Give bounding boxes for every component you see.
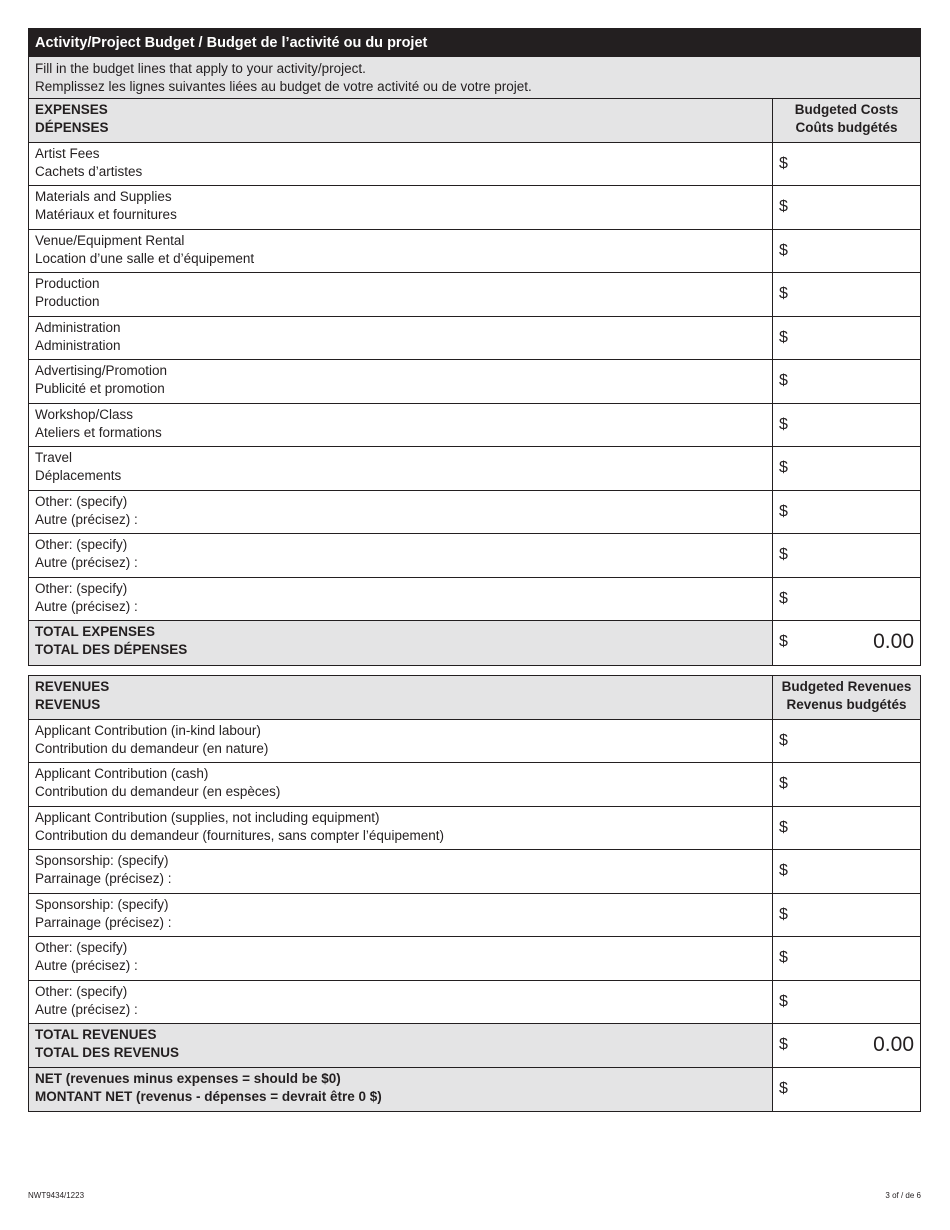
total-revenues-fr: TOTAL DES REVENUS: [35, 1045, 180, 1060]
form-number: NWT9434/1223: [28, 1191, 85, 1200]
revenue-label: [29, 807, 773, 850]
expenses-header-fr: DÉPENSES: [35, 120, 109, 135]
expense-label: [29, 578, 773, 621]
revenue-label-en: Applicant Contribution (in-kind labour): [35, 722, 261, 738]
revenue-label: [29, 720, 773, 763]
budgeted-costs-fr: Coûts budgétés: [795, 120, 898, 135]
expense-label-fr: Autre (précisez) :: [35, 598, 138, 614]
revenue-label-en: Applicant Contribution (cash): [35, 766, 209, 781]
revenue-label-fr: Autre (précisez) :: [35, 1001, 138, 1017]
currency-symbol: $: [779, 1079, 788, 1097]
revenues-header-label: [29, 676, 773, 719]
expense-label: [29, 186, 773, 229]
revenue-label-en: Other: (specify): [35, 940, 128, 955]
production-amount-field[interactable]: [773, 273, 920, 316]
net-en: NET (revenues minus expenses = should be $0): [35, 1070, 341, 1086]
total-revenues-row: [29, 1024, 920, 1068]
other-specify-line: [35, 598, 766, 616]
expense-row-advertising: [29, 360, 920, 404]
net-amount-field[interactable]: [773, 1068, 920, 1112]
revenue-label-en: Sponsorship: (specify): [35, 896, 169, 912]
expense-label: [29, 491, 773, 534]
other-1-amount-field[interactable]: [773, 491, 920, 534]
revenue-label-fr: Contribution du demandeur (en espèces): [35, 784, 281, 799]
revenue-row-sponsorship-1: [29, 850, 920, 894]
currency-symbol: $: [779, 862, 788, 879]
other-specify-line: [35, 511, 766, 529]
expenses-header-row: [29, 99, 920, 143]
total-expenses-en: TOTAL EXPENSES: [35, 624, 156, 639]
currency-symbol: $: [779, 949, 788, 966]
expense-label: [29, 360, 773, 403]
expense-row-other-1: [29, 491, 920, 535]
other-3-amount-field[interactable]: [773, 578, 920, 621]
currency-symbol: $: [779, 633, 788, 650]
revenue-label: [29, 763, 773, 806]
revenues-header-fr: REVENUS: [35, 697, 101, 712]
net-fr: MONTANT NET (revenus - dépenses = devrait être 0 $): [35, 1088, 382, 1104]
instructions-fr: Remplissez les lignes suivantes liées au budget de votre activité ou de votre projet.: [35, 79, 532, 94]
workshop-amount-field[interactable]: [773, 404, 920, 447]
budgeted-revenues-fr: Revenus budgétés: [786, 697, 907, 712]
revenue-label-fr: Parrainage (précisez) :: [35, 914, 172, 930]
expense-label-fr: Cachets d’artistes: [35, 163, 143, 179]
expenses-header-en: EXPENSES: [35, 102, 108, 117]
expense-label: [29, 230, 773, 273]
revenue-row-other-1: [29, 937, 920, 981]
other-specify-line: [35, 1001, 766, 1019]
expense-label-fr: Location d’une salle et d’équipement: [35, 250, 255, 266]
currency-symbol: $: [779, 1036, 788, 1053]
revenue-other-1-amount-field[interactable]: [773, 937, 920, 980]
expense-label-fr: Autre (précisez) :: [35, 511, 138, 527]
materials-amount-field[interactable]: [773, 186, 920, 229]
advertising-amount-field[interactable]: [773, 360, 920, 403]
sponsorship-2-amount-field[interactable]: [773, 894, 920, 937]
expense-row-administration: [29, 317, 920, 361]
revenues-header-en: REVENUES: [35, 679, 110, 694]
other-specify-line: [35, 554, 766, 572]
expense-row-workshop: [29, 404, 920, 448]
expense-label-fr: Ateliers et formations: [35, 424, 162, 440]
revenue-label: [29, 937, 773, 980]
travel-amount-field[interactable]: [773, 447, 920, 490]
revenue-label: [29, 850, 773, 893]
revenue-label-fr: Autre (précisez) :: [35, 958, 138, 973]
revenue-row-sponsorship-2: [29, 894, 920, 938]
supplies-amount-field[interactable]: [773, 807, 920, 850]
administration-amount-field[interactable]: [773, 317, 920, 360]
revenues-header-row: [29, 676, 920, 720]
budgeted-revenues-header: [773, 676, 920, 719]
expense-label-en: Other: (specify): [35, 537, 128, 552]
currency-symbol: $: [779, 285, 788, 302]
expense-label-fr: Déplacements: [35, 468, 122, 483]
expense-label-en: Advertising/Promotion: [35, 363, 168, 378]
total-expenses-value: 0.00: [873, 630, 914, 653]
currency-symbol: $: [779, 502, 788, 520]
expense-label-en: Venue/Equipment Rental: [35, 232, 185, 248]
currency-symbol: $: [779, 905, 788, 923]
expense-label: [29, 143, 773, 186]
expense-label-en: Workshop/Class: [35, 406, 134, 422]
total-expenses-label: [29, 621, 773, 665]
total-expenses-row: [29, 621, 920, 665]
other-specify-line: [35, 957, 766, 975]
expense-label-fr: Publicité et promotion: [35, 381, 165, 396]
total-expenses-fr: TOTAL DES DÉPENSES: [35, 642, 188, 657]
expenses-table: [28, 28, 921, 666]
budgeted-revenues-en: Budgeted Revenues: [781, 679, 912, 694]
revenue-label-en: Applicant Contribution (supplies, not including equipment): [35, 809, 380, 825]
expense-label-en: Artist Fees: [35, 145, 100, 161]
expense-label: [29, 534, 773, 577]
artist-fees-amount-field[interactable]: [773, 143, 920, 186]
expense-row-other-2: [29, 534, 920, 578]
expense-row-production: [29, 273, 920, 317]
expense-label: [29, 404, 773, 447]
net-row: [29, 1068, 920, 1112]
expenses-header-label: [29, 99, 773, 142]
page-number: 3 of / de 6: [885, 1191, 921, 1200]
expense-label: [29, 273, 773, 316]
currency-symbol: $: [779, 546, 788, 563]
total-revenues-label: [29, 1024, 773, 1067]
expense-row-other-3: [29, 578, 920, 622]
expense-label-en: Materials and Supplies: [35, 189, 172, 204]
revenue-label-en: Sponsorship: (specify): [35, 853, 169, 868]
currency-symbol: $: [779, 775, 788, 792]
revenue-other-2-amount-field[interactable]: [773, 981, 920, 1024]
other-2-amount-field[interactable]: [773, 534, 920, 577]
expense-label-fr: Administration: [35, 337, 121, 353]
expense-row-materials: [29, 186, 920, 230]
revenue-label: [29, 894, 773, 937]
inkind-amount-field[interactable]: [773, 720, 920, 763]
total-revenues-en: TOTAL REVENUES: [35, 1027, 157, 1042]
revenue-row-inkind: [29, 720, 920, 764]
instructions: [29, 57, 920, 99]
budgeted-costs-en: Budgeted Costs: [794, 102, 899, 117]
revenue-label-fr: Parrainage (précisez) :: [35, 871, 172, 886]
revenue-label: [29, 981, 773, 1024]
currency-symbol: $: [779, 372, 788, 389]
revenues-table: [28, 675, 921, 1112]
total-revenues-field: [773, 1024, 920, 1067]
currency-symbol: $: [779, 198, 788, 215]
expense-label-en: Other: (specify): [35, 493, 128, 509]
total-expenses-field: [773, 621, 920, 665]
currency-symbol: $: [779, 818, 788, 836]
expense-label-en: Administration: [35, 319, 121, 335]
currency-symbol: $: [779, 415, 788, 433]
cash-amount-field[interactable]: [773, 763, 920, 806]
expense-label-en: Production: [35, 276, 100, 291]
expense-row-artist-fees: [29, 143, 920, 187]
expense-label-fr: Autre (précisez) :: [35, 555, 138, 570]
currency-symbol: $: [779, 992, 788, 1010]
venue-amount-field[interactable]: [773, 230, 920, 273]
currency-symbol: $: [779, 154, 788, 172]
expense-row-venue: [29, 230, 920, 274]
revenue-row-cash: [29, 763, 920, 807]
currency-symbol: $: [779, 328, 788, 346]
total-revenues-value: 0.00: [873, 1033, 914, 1056]
currency-symbol: $: [779, 459, 788, 476]
expense-label-fr: Production: [35, 294, 100, 309]
revenue-label-fr: Contribution du demandeur (en nature): [35, 740, 269, 756]
revenue-label-en: Other: (specify): [35, 983, 128, 999]
revenue-row-other-2: [29, 981, 920, 1025]
expense-label-fr: Matériaux et fournitures: [35, 207, 177, 222]
currency-symbol: $: [779, 241, 788, 259]
revenue-row-supplies: [29, 807, 920, 851]
expense-label: [29, 317, 773, 360]
net-label: [29, 1068, 773, 1112]
expense-label-en: Travel: [35, 450, 73, 465]
expense-label: [29, 447, 773, 490]
expense-row-travel: [29, 447, 920, 491]
instructions-en: Fill in the budget lines that apply to your activity/project.: [35, 61, 366, 76]
revenue-label-fr: Contribution du demandeur (fournitures, sans compter l’équipement): [35, 827, 444, 843]
form-title: Activity/Project Budget / Budget de l’activité ou du projet: [29, 29, 920, 57]
currency-symbol: $: [779, 731, 788, 749]
sponsorship-1-amount-field[interactable]: [773, 850, 920, 893]
currency-symbol: $: [779, 589, 788, 607]
expense-label-en: Other: (specify): [35, 580, 128, 596]
budgeted-costs-header: [773, 99, 920, 142]
